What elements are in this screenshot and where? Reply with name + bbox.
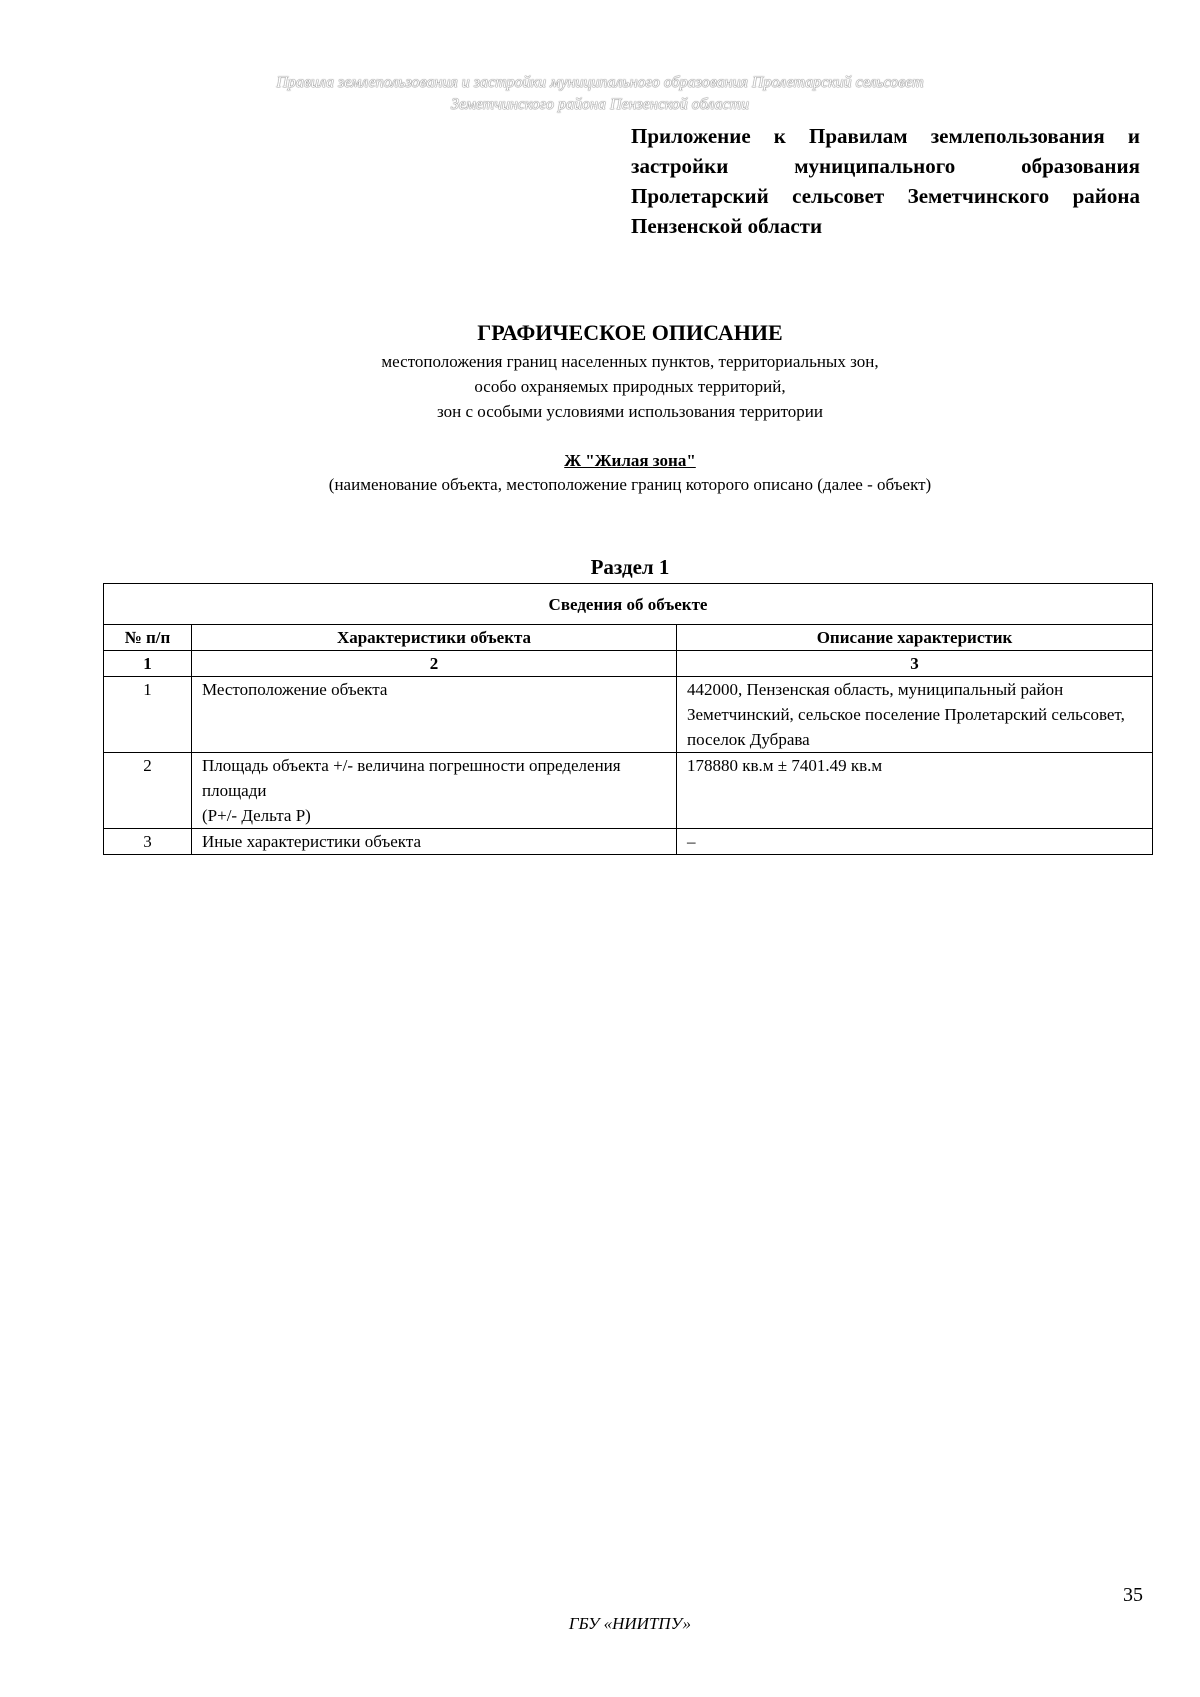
row-characteristic: Местоположение объекта (192, 677, 677, 753)
object-caption: (наименование объекта, местоположение границ которого описано (далее - объект) (328, 475, 932, 494)
row-characteristic (192, 753, 677, 829)
subtitle-line1: местоположения границ населенных пунктов, территориальных зон, (381, 352, 879, 371)
row-num: 1 (104, 677, 192, 753)
row-characteristic: Иные характеристики объекта (192, 829, 677, 855)
running-header-line1: Правила землепользования и застройки муниципального образования Пролетарский сельсовет (276, 74, 924, 91)
object-info-table (103, 583, 1153, 855)
subtitle-line2: особо охраняемых природных территорий, (474, 377, 786, 396)
table-header-row (104, 625, 1153, 651)
table-column-numbers-row (104, 651, 1153, 677)
page-number: 35 (1123, 1584, 1143, 1606)
running-header (0, 72, 1200, 116)
table-row (104, 829, 1153, 855)
header-characteristic: Характеристики объекта (192, 625, 677, 651)
row-num: 3 (104, 829, 192, 855)
appendix-note: Приложение к Правилам землепользования и застройки муниципального образования Пролетарский сельсовет Земетчинского района Пензенской области (631, 124, 1140, 238)
running-header-line2: Земетчинского района Пензенской области (450, 96, 750, 113)
section-title: Раздел 1 (590, 555, 670, 579)
column-number: 2 (192, 651, 677, 677)
table-row (104, 753, 1153, 829)
table-caption: Сведения об объекте (104, 584, 1153, 625)
document-title: ГРАФИЧЕСКОЕ ОПИСАНИЕ (477, 320, 783, 345)
subtitle-line3: зон с особыми условиями использования территории (437, 402, 823, 421)
column-number: 3 (677, 651, 1153, 677)
header-description: Описание характеристик (677, 625, 1153, 651)
table-caption-row (104, 584, 1153, 625)
row-description: 442000, Пензенская область, муниципальный район Земетчинский, сельское поселение Пролетарский сельсовет, поселок Дубрава (677, 677, 1153, 753)
row-description: 178880 кв.м ± 7401.49 кв.м (677, 753, 1153, 829)
header-num: № п/п (104, 625, 192, 651)
object-name: Ж "Жилая зона" (564, 451, 696, 470)
row-num: 2 (104, 753, 192, 829)
column-number: 1 (104, 651, 192, 677)
row-description: – (677, 829, 1153, 855)
document-subtitle (0, 349, 1200, 424)
table-row (104, 677, 1153, 753)
row-characteristic-line1: Площадь объекта +/- величина погрешности определения площади (202, 756, 621, 800)
row-characteristic-line2: (Р+/- Дельта Р) (202, 806, 311, 825)
footer-organization: ГБУ «НИИТПУ» (568, 1614, 692, 1633)
